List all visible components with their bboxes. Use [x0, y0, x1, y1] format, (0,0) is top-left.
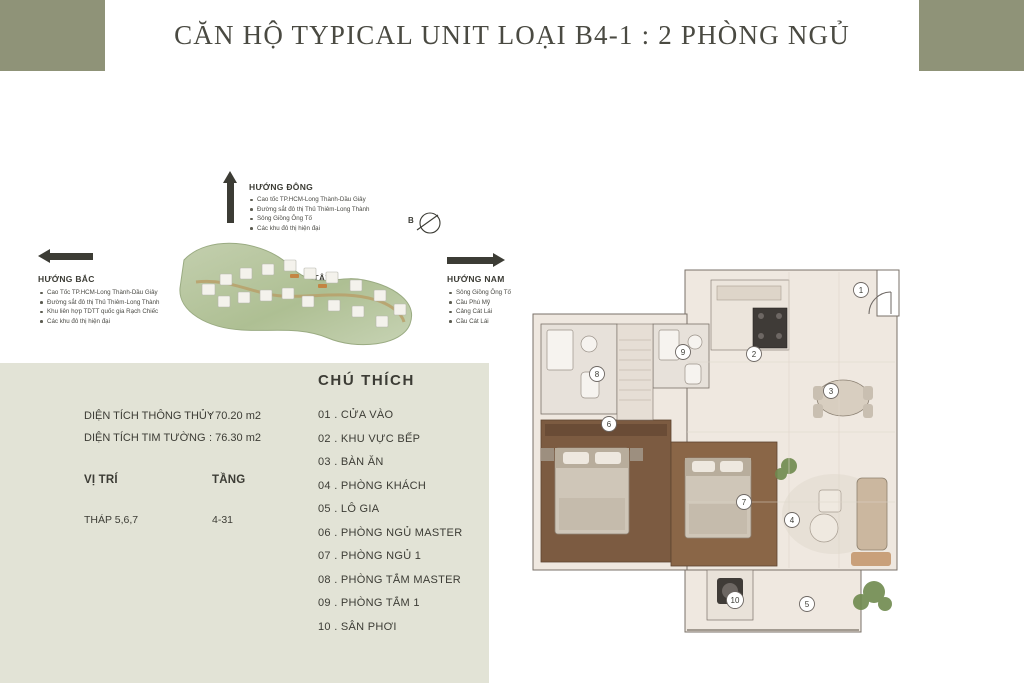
- legend-item-06: 06 . PHÒNG NGỦ MASTER: [318, 526, 463, 539]
- svg-text:4: 4: [789, 516, 795, 525]
- north-marker: [408, 211, 448, 239]
- svg-text:8: 8: [594, 370, 600, 379]
- plan-marker-3: [824, 384, 839, 399]
- legend-item-08: 08 . PHÒNG TẮM MASTER: [318, 573, 462, 586]
- location-floor-table: [84, 474, 304, 526]
- direction-label-nam: HƯỚNG NAM: [447, 274, 505, 284]
- direction-list-bac: [40, 288, 159, 326]
- unit-info-panel: [84, 410, 304, 526]
- svg-text:2: 2: [751, 350, 757, 359]
- north-marker-label: B: [408, 216, 414, 225]
- list-item: Sông Giồng Ông Tố: [449, 288, 511, 298]
- legend-item-01: 01 . CỬA VÀO: [318, 409, 394, 421]
- list-item: Các khu đô thị hiện đại: [40, 317, 159, 327]
- location-header: VỊ TRÍ: [84, 474, 118, 486]
- plan-marker-6: [602, 417, 617, 432]
- list-item: Các khu đô thị hiện đại: [250, 224, 369, 234]
- legend-item-09: 09 . PHÒNG TẮM 1: [318, 597, 420, 609]
- svg-text:7: 7: [741, 498, 747, 507]
- legend-panel: [318, 372, 508, 644]
- direction-label-dong: HƯỚNG ĐÔNG: [249, 182, 314, 192]
- location-value: THÁP 5,6,7: [84, 514, 139, 526]
- list-item: Khu liên hợp TDTT quốc gia Rạch Chiếc: [40, 307, 159, 317]
- legend-item-10: 10 . SÂN PHƠI: [318, 620, 397, 633]
- plan-marker-10: [727, 592, 744, 609]
- area-net-value: : 70.20 m2: [209, 410, 261, 422]
- list-item: Cảng Cát Lái: [449, 307, 511, 317]
- svg-text:5: 5: [804, 600, 810, 609]
- list-item: Cao Tốc TP.HCM-Long Thành-Dầu Giây: [40, 288, 159, 298]
- plan-marker-9: [676, 345, 691, 360]
- arrow-left-icon: [38, 249, 93, 264]
- svg-text:10: 10: [730, 596, 740, 605]
- list-item: Cầu Cát Lái: [449, 317, 511, 327]
- plan-marker-5: [800, 597, 815, 612]
- header-bar: [0, 0, 1024, 71]
- legend-item-02: 02 . KHU VỰC BẾP: [318, 432, 421, 445]
- list-item: Cao tốc TP.HCM-Long Thành-Dầu Giây: [250, 195, 369, 205]
- area-gross-value: : 76.30 m2: [209, 432, 261, 444]
- legend-item-05: 05 . LÔ GIA: [318, 503, 380, 515]
- direction-list-dong: [250, 195, 369, 233]
- arrow-up-icon: [223, 171, 238, 223]
- svg-text:6: 6: [606, 420, 612, 429]
- floor-header: TẦNG: [212, 474, 246, 486]
- legend-item-04: 04 . PHÒNG KHÁCH: [318, 479, 427, 492]
- svg-text:9: 9: [680, 348, 686, 357]
- header-title-plate: [105, 0, 919, 71]
- svg-text:3: 3: [828, 387, 834, 396]
- direction-label-bac: HƯỚNG BẮC: [38, 274, 95, 284]
- list-item: Sông Giồng Ông Tố: [250, 214, 369, 224]
- svg-text:1: 1: [858, 286, 864, 295]
- legend-item-07: 07 . PHÒNG NGỦ 1: [318, 550, 422, 562]
- area-gross-row: [84, 432, 304, 444]
- floor-value: 4-31: [212, 514, 234, 526]
- plan-marker-4: [785, 513, 800, 528]
- plan-marker-2: [747, 347, 762, 362]
- site-masterplan-illustration: [178, 238, 418, 350]
- legend-item-03: 03 . BÀN ĂN: [318, 456, 384, 468]
- list-item: Đường sắt đô thị Thủ Thiêm-Long Thành: [250, 205, 369, 215]
- orientation-diagram: [0, 71, 540, 363]
- plan-marker-1: [854, 283, 869, 298]
- floor-plan: [489, 252, 949, 652]
- page-title: CĂN HỘ TYPICAL UNIT LOẠI B4-1 : 2 PHÒNG NGỦ: [174, 20, 850, 50]
- plan-marker-8: [590, 367, 605, 382]
- area-net-row: [84, 410, 304, 422]
- list-item: Đường sắt đô thị Thủ Thiêm-Long Thành: [40, 298, 159, 308]
- plan-marker-7: [737, 495, 752, 510]
- area-gross-label: DIỆN TÍCH TIM TƯỜNG: [84, 432, 206, 444]
- list-item: Cầu Phú Mỹ: [449, 298, 511, 308]
- legend-title: CHÚ THÍCH: [318, 372, 415, 389]
- area-net-label: DIỆN TÍCH THÔNG THỦY: [84, 410, 215, 422]
